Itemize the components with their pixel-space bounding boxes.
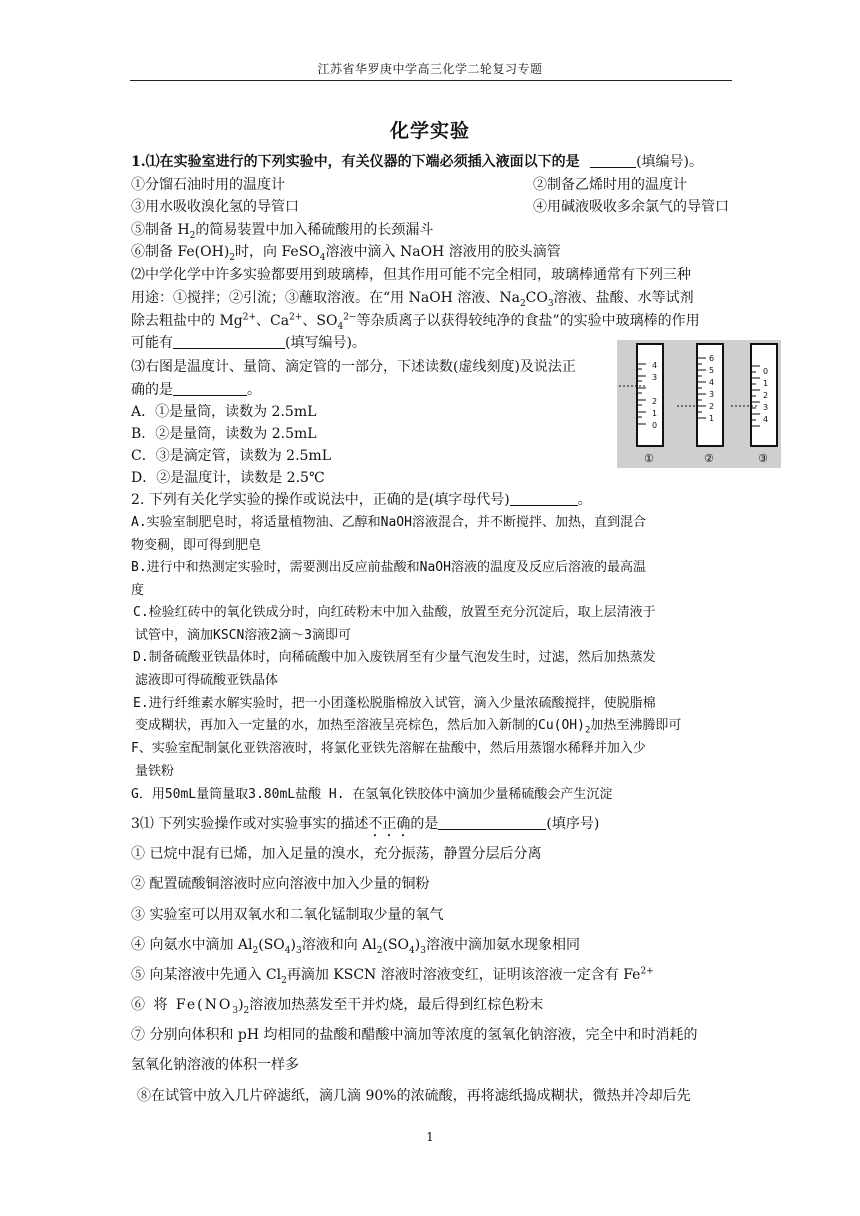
- q2-option-c-line1: C.检验红砖中的氧化铁成分时，向红砖粉末中加入盐酸，放置至充分沉淀后，取上层清液于: [133, 605, 656, 620]
- tube2-label-5: 5: [709, 366, 715, 375]
- q1-part3-line2: 确的是 。: [131, 382, 261, 398]
- q2-option-d-line2: 滤液即可得硫酸亚铁晶体: [135, 673, 279, 688]
- q3-stem: 3⑴ 下列实验操作或对实验事实的描述不正确的是 (填序号): [131, 816, 600, 832]
- q1-answer-blank[interactable]: [590, 153, 636, 168]
- tube2-label-3: 3: [709, 390, 715, 399]
- q1-part3-line1: ⑶右图是温度计、量筒、滴定管的一部分，下述读数(虚线刻度)及说法正: [131, 359, 576, 375]
- q2-option-e-line1: E.进行纤维素水解实验时，把一小团蓬松脱脂棉放入试管，滴入少量浓硫酸搅拌，使脱脂棉: [133, 696, 656, 711]
- q2-option-e-line2: 变成糊状，再加入一定量的水，加热至溶液呈亮棕色，然后加入新制的$Cu(OH)_2$加热至沸腾即可: [135, 718, 682, 736]
- q2-option-f-line1: F、实验室配制氯化亚铁溶液时，将氯化亚铁先溶解在盐酸中，然后用蒸馏水稀释并加入少: [131, 741, 646, 756]
- figure-label-1: ①: [644, 452, 654, 465]
- page-header: 江苏省华罗庚中学高三化学二轮复习专题: [317, 62, 543, 76]
- tube1-label-1: 1: [652, 409, 658, 418]
- figure-label-2: ②: [704, 452, 714, 465]
- q1-choice-c: C．③是滴定管，读数为 2.5mL: [131, 448, 331, 464]
- q1-options-row1: ①分馏石油时用的温度计 ②制备乙烯时用的温度计: [131, 177, 687, 193]
- q1-part2-blank[interactable]: [173, 334, 285, 349]
- q2-answer-blank[interactable]: [510, 491, 578, 506]
- q3-item-3: ③ 实验室可以用双氧水和二氧化锰制取少量的氧气: [131, 907, 444, 923]
- q3-item-6: ⑥ 将 $Fe(NO_3)_2$溶液加热蒸发至干并灼烧，最后得到红棕色粉末: [131, 997, 544, 1016]
- q3-item-4: ④ 向氨水中滴加 $Al_2(SO_4)_3$溶液和向 $Al_2(SO_4)_3$溶液中滴加氨水现象相同: [131, 937, 580, 956]
- q1-options-row2: ③用水吸收溴化氢的导管口 ④用碱液吸收多余氯气的导管口: [131, 199, 729, 215]
- q1-option6: ⑥制备 $Fe(OH)_2$时，向 FeSO$_4$溶液中滴入 NaOH 溶液用的胶头滴管: [131, 244, 561, 263]
- tube2-label-2: 2: [709, 402, 715, 411]
- q2-option-f-line2: 量铁粉: [135, 764, 175, 779]
- q3-item-2: ② 配置硫酸铜溶液时应向溶液中加入少量的铜粉: [131, 876, 430, 892]
- figure-label-3: ③: [758, 452, 768, 465]
- q1-part2-line1: ⑵中学化学中许多实验都要用到玻璃棒，但其作用可能不完全相同，玻璃棒通常有下列三种: [131, 267, 691, 283]
- tube2-label-6: 6: [709, 354, 715, 363]
- page-number: 1: [426, 1130, 434, 1144]
- q2-option-d-line1: D.制备硫酸亚铁晶体时，向稀硫酸中加入废铁屑至有少量气泡发生时，过滤，然后加热蒸发: [133, 650, 656, 665]
- q3-item-7-line2: 氢氧化钠溶液的体积一样多: [131, 1057, 299, 1073]
- q1-choice-a: A．①是量筒，读数为 2.5mL: [131, 404, 317, 420]
- q1-choice-d: D．②是温度计，读数是 2.5℃: [131, 470, 325, 486]
- tube3-label-4: 4: [763, 415, 769, 424]
- tube1-label-4: 4: [652, 361, 658, 370]
- q3-item-5: ⑤ 向某溶液中先通入 $Cl_2$再滴加 KSCN 溶液时溶液变红，证明该溶液一定含有 $Fe^{2+}$: [131, 966, 654, 986]
- q2-option-b-line2: 度: [131, 583, 145, 598]
- q1-part2-line2: 用途：①搅拌；②引流；③蘸取溶液。在“用 NaOH 溶液、$Na_2CO_3$溶液、盐酸、水等试剂: [131, 290, 694, 309]
- header-rule: [130, 80, 732, 81]
- q2-option-a-line2: 物变稠，即可得到肥皂: [131, 538, 262, 553]
- tube2-label-1: 1: [709, 414, 715, 423]
- q1-option5: ⑤制备 $H_2$的简易装置中加入稀硫酸用的长颈漏斗: [131, 222, 434, 241]
- page-title: 化学实验: [389, 120, 470, 142]
- q2-option-c-line2: 试管中，滴加KSCN溶液2滴～3滴即可: [135, 628, 351, 643]
- q3-item-7-line1: ⑦ 分别向体积和 pH 均相同的盐酸和醋酸中滴加等浓度的氢氧化钠溶液，完全中和时消耗的: [131, 1027, 698, 1043]
- q2-option-gh: G．用50mL量筒量取3.80mL盐酸 H. 在氢氧化铁胶体中滴加少量稀硫酸会产生沉淀: [131, 787, 613, 802]
- q1-choice-b: B．②是量筒，读数为 2.5mL: [131, 426, 317, 442]
- q1-stem: 1.⑴在实验室进行的下列实验中，有关仪器的下端必须插入液面以下的是 (填编号)。: [131, 154, 704, 170]
- q1-part2-line4: 可能有 (填写编号)。: [131, 335, 366, 351]
- q1-part2-line3: 除去粗盐中的 $Mg^{2+}$、$Ca^{2+}$、$SO_4^{2-}$等杂质离子以获得较纯净的食盐”的实验中玻璃棒的作用: [131, 312, 700, 332]
- instrument-figure: [617, 340, 781, 468]
- instrument-figure-svg: [617, 340, 781, 468]
- q1-part3-blank[interactable]: [173, 381, 247, 396]
- q3-item-8: ⑧在试管中放入几片碎滤纸，滴几滴 90%的浓硫酸，再将滤纸捣成糊状，微热并冷却后先: [137, 1088, 691, 1104]
- tube3-label-2: 2: [763, 391, 769, 400]
- tube3-label-1: 1: [763, 379, 769, 388]
- q2-option-a-line1: A.实验室制肥皂时，将适量植物油、乙醇和NaOH溶液混合，并不断搅拌、加热，直到混合: [131, 515, 646, 530]
- q3-item-1: ① 已烷中混有已烯，加入足量的溴水，充分振荡，静置分层后分离: [131, 846, 542, 862]
- q2-stem: 2. 下列有关化学实验的操作或说法中，正确的是(填字母代号) 。: [131, 492, 592, 508]
- q2-option-b-line1: B.进行中和热测定实验时，需要测出反应前盐酸和NaOH溶液的温度及反应后溶液的最高温: [131, 560, 646, 575]
- tube2-label-4: 4: [709, 378, 715, 387]
- q3-answer-blank[interactable]: [438, 815, 546, 830]
- tube1-label-0: 0: [652, 421, 658, 430]
- tube3-label-3: 3: [763, 403, 769, 412]
- tube1-label-3: 3: [652, 373, 658, 382]
- tube1-label-2: 2: [652, 397, 658, 406]
- tube3-label-0: 0: [763, 367, 769, 376]
